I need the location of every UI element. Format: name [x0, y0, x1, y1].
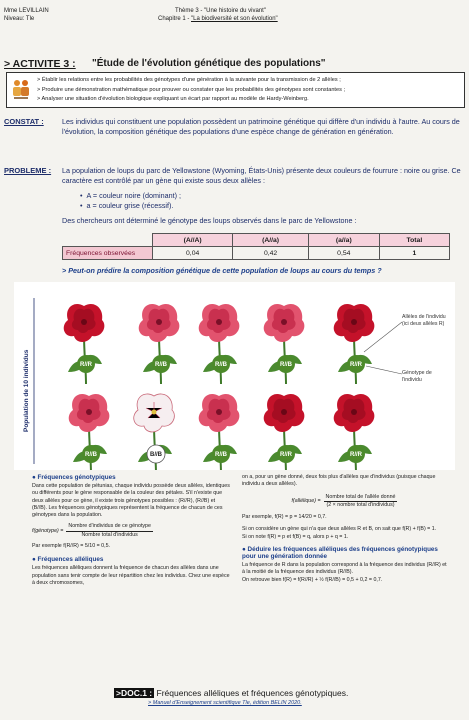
- header-Aa: (A//a): [233, 234, 309, 247]
- researchers-text: Des chercheurs ont déterminé le génotype des loups observés dans le parc de Yellowstone :: [62, 216, 357, 225]
- genotypic-frequency-text: Dans cette population de pétunias, chaque individu possède deux allèles, identiques ou différents pour le gène responsable de la couleur des pétales. S'il n'existe que deux allèles pour ce gène, il existe trois génotypes possibles : (R//R), (R//B) et (B//B). Les fréquences génotypiques représentent la fréquence de chacun de ces génotypes dans la population.: [32, 483, 230, 519]
- probleme-text: La population de loups du parc de Yellowstone (Wyoming, États-Unis) présente deux couleurs de fourrure : noire ou grise. Ce caractère est contrôlé par un gène qui existe sous deux allèles :: [62, 166, 461, 185]
- genotype-example: Par exemple f(R//R) = 5/10 = 0,5.: [32, 543, 111, 550]
- allele-dominant: • A = couleur noire (dominant) ;: [80, 191, 182, 200]
- genotype-label-2: R//B: [155, 362, 167, 368]
- genotype-label-5: R//R: [350, 362, 362, 368]
- genotype-frequency-table: [62, 233, 450, 260]
- allelic-frequency-title: ● Fréquences alléliques: [32, 556, 104, 564]
- genotype-label-4: R//B: [280, 362, 292, 368]
- genotype-label-3: R//B: [215, 362, 227, 368]
- activity-title: "Étude de l'évolution génétique des populations": [92, 58, 326, 69]
- objectives-icon: [11, 78, 31, 100]
- p-q-text: Si on note f(R) = p et f(B) = q, alors p + q = 1.: [242, 533, 349, 540]
- doc-title: Fréquences alléliques et fréquences génotypiques.: [156, 688, 349, 698]
- probleme-label: PROBLEME :: [4, 166, 52, 175]
- petunia-figure: [14, 282, 455, 470]
- doc-source: > Manuel d'Enseignement scientifique Tle, édition BELIN 2020.: [148, 700, 302, 706]
- chapter-title: "La biodiversité et son évolution": [191, 16, 278, 22]
- constat-label: CONSTAT :: [4, 117, 44, 126]
- chapter-prefix: Chapitre 1 -: [158, 16, 192, 22]
- genotype-label-7: B//B: [150, 452, 162, 458]
- petunia-population-diagram: [14, 282, 455, 470]
- value-aa: 0,54: [308, 247, 379, 260]
- objective-item: > Produire une démonstration mathématique pour prouver ou constater que les probabilités des génotypes sont constantes ;: [37, 86, 346, 93]
- allelic-formula: f(allélique) = Nombre total de l'allèle donné (2 × nombre total d'individus): [291, 493, 396, 508]
- right-column: [242, 474, 447, 584]
- deduce-title: ● Déduire les fréquences alléliques des fréquences génotypiques pour une génération donnée: [242, 546, 438, 561]
- population-side-label: Population de 10 individus: [23, 349, 30, 432]
- theme-title: Thème 3 - "Une histoire du vivant": [175, 8, 266, 14]
- problem-question: > Peut-on prédire la composition génétique de cette population de loups au cours du temps ?: [62, 266, 382, 275]
- doc-tag: >DOC.1 :: [116, 688, 153, 698]
- objectives-box: [6, 72, 465, 108]
- genotype-label-10: R//R: [350, 452, 362, 458]
- table-corner: [63, 234, 153, 247]
- legend-genotype: Génotype de l'individu: [402, 370, 432, 383]
- header-total: Total: [379, 234, 449, 247]
- allelic-frequency-text: Les fréquences alléliques donnent la fréquence de chacun des allèles dans une population sans tenir compte de leur répartition chez les individus. Chez une espèce à deux chromosomes,: [32, 565, 230, 586]
- allelic-intro: on a, pour un gène donné, deux fois plus d'allèles que d'individus (puisque chaque individu a deux allèles).: [242, 474, 436, 488]
- doc-caption: [114, 688, 348, 698]
- two-alleles-text: Si on considère un gène qui n'a que deux allèles R et B, on sait que f(R) + f(B) = 1.: [242, 526, 437, 533]
- header-AA: (A//A): [153, 234, 233, 247]
- genotype-label-9: R//R: [280, 452, 292, 458]
- chapter-line: [158, 15, 278, 23]
- allelic-example: Par exemple, f(R) = p = 14/20 = 0,7.: [242, 514, 327, 521]
- row-label: Fréquences observées: [63, 247, 153, 260]
- constat-text: Les individus qui constituent une population possèdent un patrimoine génétique qui diffère d'un individu à l'autre. Au cours de l'évolution, la composition génétique des populations d'une espèce change de génération en génération.: [62, 117, 460, 136]
- genotype-label-8: R//B: [215, 452, 227, 458]
- objective-item: > Analyser une situation d'évolution biologique expliquant un écart par rapport au modèle de Hardy-Weinberg.: [37, 96, 309, 102]
- genotype-formula: f(génotype) = Nombre d'individus de ce génotype Nombre total d'individus: [32, 523, 151, 538]
- value-AA: 0,04: [153, 247, 233, 260]
- value-Aa: 0,42: [233, 247, 309, 260]
- left-column: [32, 474, 230, 587]
- allele-recessive: • a = couleur grise (récessif).: [80, 201, 174, 210]
- genotypic-frequency-title: ● Fréquences génotypiques: [32, 474, 116, 481]
- deduce-text: La fréquence de R dans la population correspond à la fréquence des individus (R//R) et à la moitié de la fréquence des individus (R//B).: [242, 562, 447, 576]
- genotype-label-1: R//R: [80, 362, 92, 368]
- level-label: Niveau: Tle: [4, 16, 35, 22]
- activity-label: > ACTIVITE 3 :: [4, 58, 76, 70]
- header-aa: (a//a): [308, 234, 379, 247]
- objective-item: > Établir les relations entre les probabilités des génotypes d'une génération à la suivante pour la transmission de 2 allèles ;: [37, 77, 341, 83]
- genotype-label-6: R//B: [85, 452, 97, 458]
- legend-alleles: Allèles de l'individu (ici deux allèles R): [402, 314, 446, 327]
- teacher-name: Mme LEVILLAIN: [4, 8, 49, 14]
- final-equation: On retrouve bien f(R) = f(R//R) + ½ f(R//B) = 0,5 + 0,2 = 0,7.: [242, 576, 383, 583]
- value-total: 1: [379, 247, 449, 260]
